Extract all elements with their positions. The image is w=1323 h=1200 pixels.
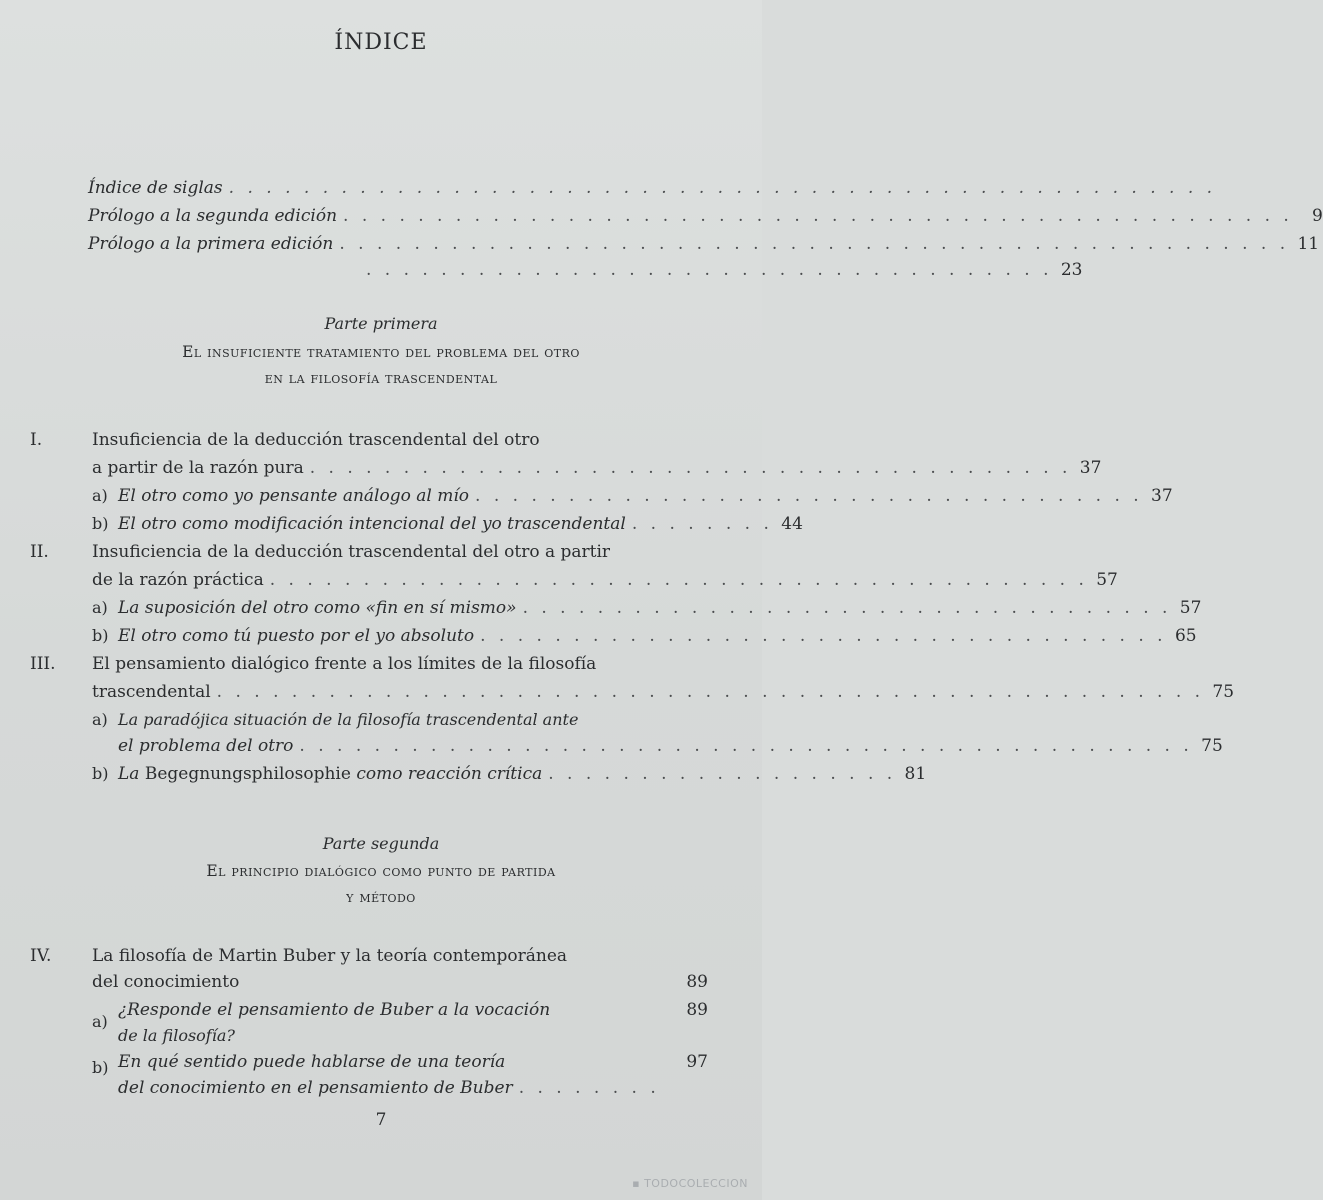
leader-dots: . . . . . . . . . . . . . . . . . . . . . . . . . . . . . . . . . . . . . . . . . . . . xyxy=(269,570,1088,590)
section-entry: El otro como modificación intencional del yo trascendental . . . . . . . . 44 xyxy=(118,514,803,534)
leader-dots: . . . . . . . . . . . . . . . . . . . . . . . . . . . . . . . . . . . . . xyxy=(480,626,1167,646)
leader-dots: . . . . . . . . . . . . . . . . . . . . . . . . . . . . . . . . . . . . . . . . . . . . . . . . . . . xyxy=(339,234,1290,254)
index-title: ÍNDICE xyxy=(334,30,428,55)
leader-dots: . . . . . . . . . . . . . . . . . . . . . . . . . . . . . . . . . . . . . . . . . . . . . . . . . . . xyxy=(343,206,1293,226)
chapter-number: IV. xyxy=(30,946,52,966)
chapter-number: II. xyxy=(30,542,49,562)
section-line2: de la filosofía? xyxy=(118,1026,235,1045)
leader-dots: . . . . . . . . . . . . . . . . . . . . . . . . . . . . . . . . . . . . . . . . . xyxy=(309,458,1072,478)
part-one-label: Parte primera xyxy=(324,314,438,333)
leader-dots xyxy=(245,972,678,992)
chapter-title-line2: trascendental . . . . . . . . . . . . . . . . . . . . . . . . . . . . . . . . . . . . . . . . . . . . . . . . . . . . . 75 xyxy=(92,682,1235,702)
toc-entry-prologue-first: Prólogo a la primera edición . . . . . . . . . . . . . . . . . . . . . . . . . . . . . . . . . . . . . . . . . . . . . . . . . . . 11 xyxy=(88,234,1320,254)
leader-dots: . . . . . . . . . . . . . . . . . . . . . . . . . . . . . . . . . . . . . . . . . . . . . . . . . . . . . xyxy=(216,682,1205,702)
chapter-title-line1: Insuficiencia de la deducción trascendental del otro xyxy=(92,430,540,450)
section-entry: El otro como tú puesto por el yo absoluto . . . . . . . . . . . . . . . . . . . . . . . . . . . . . . . . . . . . . 65 xyxy=(118,626,1197,646)
section-letter: a) xyxy=(92,710,108,729)
section-entry: El otro como yo pensante análogo al mío . . . . . . . . . . . . . . . . . . . . . . . . . . . . . . . . . . . . 37 xyxy=(118,486,1173,506)
leader-dots: . . . . . . . . xyxy=(518,1078,660,1098)
section-entry: ¿Responde el pensamiento de Buber a la vocación 89 xyxy=(118,1000,708,1020)
chapter-title-line1: La filosofía de Martin Buber y la teoría contemporánea xyxy=(92,946,568,966)
leader-dots xyxy=(556,1000,678,1020)
section-letter: b) xyxy=(92,514,109,533)
chapter-number: III. xyxy=(30,654,56,674)
page-number: 7 xyxy=(375,1110,387,1130)
part-two-label: Parte segunda xyxy=(322,834,440,853)
chapter-title-line2: de la razón práctica . . . . . . . . . . . . . . . . . . . . . . . . . . . . . . . . . . . . . . . . . . . . 57 xyxy=(92,570,1118,590)
section-line1: La paradójica situación de la filosofía trascendental ante xyxy=(118,710,579,729)
section-letter: b) xyxy=(92,764,109,783)
part-two-title-line2: y método xyxy=(346,888,416,906)
chapter-title-line1: El pensamiento dialógico frente a los límites de la filosofía xyxy=(92,654,597,674)
chapter-title-line2: del conocimiento 89 xyxy=(92,972,708,992)
toc-entry-continuation: . . . . . . . . . . . . . . . . . . . . . . . . . . . . . . . . . . . . . 23 xyxy=(366,260,1083,280)
leader-dots: . . . . . . . . . . . . . . . . . . . . . . . . . . . . . . . . . . . . . . . . . . . . . . . . xyxy=(299,736,1193,756)
watermark: ▪ TODOCOLECCION xyxy=(632,1177,748,1190)
section-entry: La suposición del otro como «fin en sí mismo» . . . . . . . . . . . . . . . . . . . . . . . . . . . . . . . . . . . 57 xyxy=(118,598,1202,618)
toc-entry-prologue-second: Prólogo a la segunda edición . . . . . . . . . . . . . . . . . . . . . . . . . . . . . . . . . . . . . . . . . . . . . . . . . . . 9 xyxy=(88,206,1323,226)
part-two-title-line1: El principio dialógico como punto de partida xyxy=(206,862,556,880)
chapter-title-line1: Insuficiencia de la deducción trascendental del otro a partir xyxy=(92,542,611,562)
chapter-number: I. xyxy=(30,430,43,450)
section-letter: a) xyxy=(92,598,108,617)
leader-dots: . . . . . . . . . . . . . . . . . . . . . . . . . . . . . . . . . . . . . xyxy=(366,260,1053,280)
section-letter: b) xyxy=(92,626,109,645)
section-entry: En qué sentido puede hablarse de una teoría 97 xyxy=(118,1052,708,1072)
leader-dots: . . . . . . . . . . . . . . . . . . . . . . . . . . . . . . . . . . . xyxy=(522,598,1172,618)
leader-dots: . . . . . . . . . . . . . . . . . . . . . . . . . . . . . . . . . . . . xyxy=(475,486,1143,506)
part-one-title-line1: El insuficiente tratamiento del problema del otro xyxy=(182,343,580,361)
leader-dots: . . . . . . . . . . . . . . . . . . . xyxy=(548,764,897,784)
section-entry: La Begegnungsphilosophie como reacción crítica . . . . . . . . . . . . . . . . . . . 81 xyxy=(118,764,927,784)
chapter-title-line2: a partir de la razón pura . . . . . . . . . . . . . . . . . . . . . . . . . . . . . . . . . . . . . . . . . 37 xyxy=(92,458,1102,478)
part-one-title-line2: en la filosofía trascendental xyxy=(264,369,498,387)
section-entry: el problema del otro . . . . . . . . . . . . . . . . . . . . . . . . . . . . . . . . . . . . . . . . . . . . . . . . 75 xyxy=(118,736,1223,756)
toc-entry-index-of-abbreviations: Índice de siglas . . . . . . . . . . . . . . . . . . . . . . . . . . . . . . . . . . . . . . . . . . . . . . . . . . . . . xyxy=(88,178,1217,198)
section-letter: b) xyxy=(92,1058,109,1077)
section-entry-line2: del conocimiento en el pensamiento de Buber . . . . . . . . xyxy=(118,1078,660,1098)
leader-dots: . . . . . . . . . . . . . . . . . . . . . . . . . . . . . . . . . . . . . . . . . . . . . . . . . . . . . xyxy=(228,178,1217,198)
leader-dots xyxy=(511,1052,678,1072)
section-letter: a) xyxy=(92,486,108,505)
leader-dots: . . . . . . . . xyxy=(631,514,773,534)
section-letter: a) xyxy=(92,1012,108,1031)
